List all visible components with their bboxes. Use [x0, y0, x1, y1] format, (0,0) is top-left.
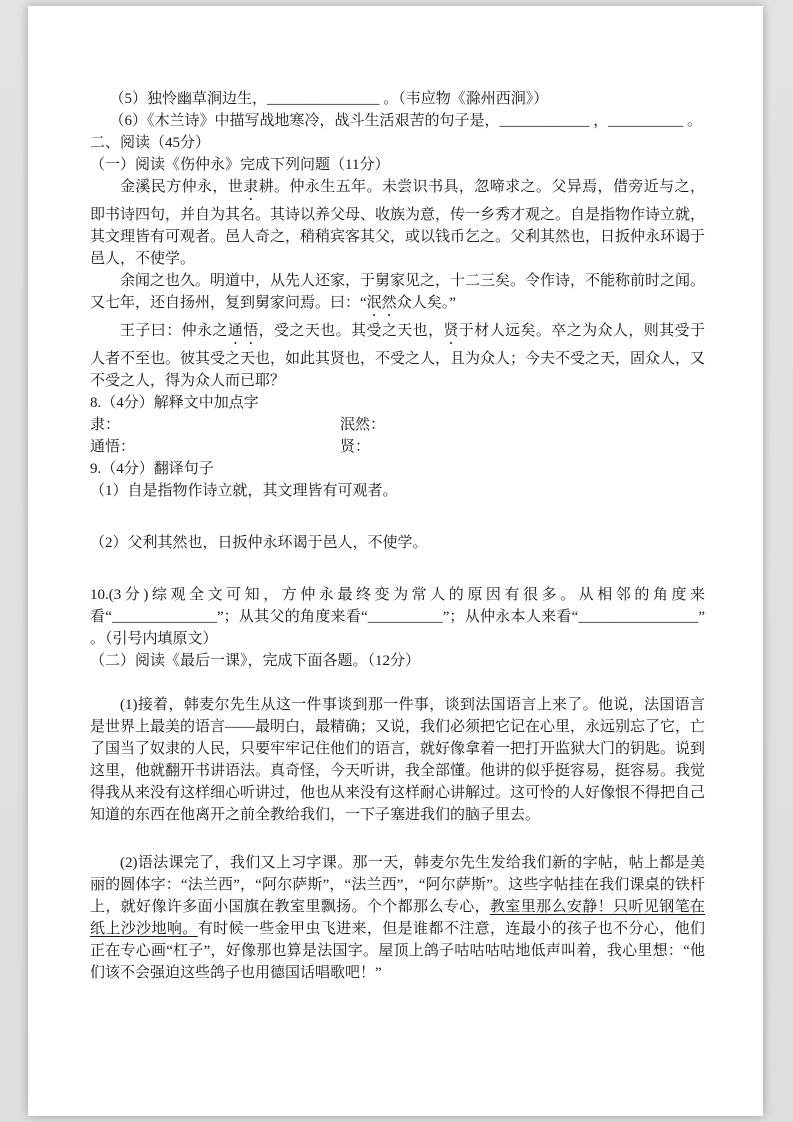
- text-segment: 余闻之也久。明道中，从先人还家，于舅家见之，十二三矣。令作诗，不能称前时之闻。又七年，还自扬州，复到舅家问焉。曰：“: [90, 273, 706, 311]
- text-segment: （1）自是指物作诗立就，其文理皆有可观者。: [90, 483, 398, 499]
- last-lesson-paragraph-1: [90, 694, 705, 826]
- question-9: [90, 458, 705, 480]
- text-segment: 众人矣。”: [396, 295, 456, 311]
- emphasized-text: 通悟: [227, 323, 259, 339]
- exam-paper: [28, 6, 763, 1116]
- blank-space: [90, 672, 705, 694]
- subsection-heading-last-lesson: [90, 650, 705, 672]
- question-8: [90, 392, 705, 414]
- emphasized-text: 隶: [243, 179, 259, 195]
- subsection-heading-shangzhongyong: [90, 154, 705, 176]
- text-segment: 王子曰：仲永之: [120, 323, 228, 339]
- fill-blank-question-5: [90, 88, 705, 110]
- text-segment: ，受之天也。其受之天也，: [258, 323, 444, 339]
- text-segment: 8.（4分）解释文中加点字: [90, 395, 259, 411]
- passage-paragraph-1: [90, 176, 705, 270]
- answer-term-row-1: [90, 414, 705, 436]
- document-content: [28, 6, 763, 984]
- text-segment: 二、阅读（45分）: [90, 135, 211, 151]
- text-segment: 耕。仲永生五年。未尝识书具，忽啼求之。父异焉，借旁近与之，即书诗四句，并自为其名。其诗以养父母、收族为意，传一乡秀才观之。自是指物作诗立就，其文理皆有可观者。邑人奇之，稍稍宾客其父，或以钱币乞之。父利其然也，日扳仲永环谒于邑人，不使学。: [90, 179, 706, 267]
- emphasized-text: 贤: [443, 323, 459, 339]
- answer-term-label: 通悟：: [90, 439, 136, 455]
- blank-space: [90, 826, 705, 852]
- text-segment: （6）《木兰诗》中描写战地寒冷，战斗生活艰苦的句子是，____________ ，__________ 。: [109, 113, 703, 129]
- underlined-text: 教室里那么安静！只听见钢笔在纸上沙沙地响。: [90, 899, 705, 937]
- passage-paragraph-2: [90, 270, 705, 320]
- text-segment: 10.(3分)综观全文可知，方仲永最终变为常人的原因有很多。从相邻的角度来看“______________”；从其父的角度来看“__________”；从仲永本人来看“________________” 。（引号内填原文）: [90, 587, 705, 647]
- text-segment: 9.（4分）翻译句子: [90, 461, 214, 477]
- translation-sentence-2: [90, 532, 705, 554]
- text-segment: （一）阅读《伤仲永》完成下列问题（11分）: [90, 157, 390, 173]
- text-segment: 金溪民方仲永，世: [120, 179, 244, 195]
- blank-space: [90, 502, 705, 532]
- translation-sentence-1: [90, 480, 705, 502]
- text-segment: （二）阅读《最后一课》，完成下面各题。（12分）: [90, 653, 421, 669]
- question-10: [90, 584, 705, 650]
- answer-term-label: 隶：: [90, 417, 121, 433]
- text-segment: （2）父利其然也，日扳仲永环谒于邑人，不使学。: [90, 535, 428, 551]
- answer-term-label: 泯然：: [340, 417, 386, 433]
- text-segment: 有时候一些金甲虫飞进来，但是谁都不注意，连最小的孩子也不分心，他们正在专心画“杠子”，好像那也算是法国字。屋顶上鸽子咕咕咕咕地低声叫着，我心里想：“他们该不会强迫这些鸽子也用德国话唱歌吧！”: [90, 921, 705, 981]
- last-lesson-paragraph-2: [90, 852, 705, 984]
- blank-space: [90, 554, 705, 584]
- answer-term-label: 贤：: [340, 439, 371, 455]
- fill-blank-question-6: [90, 110, 705, 132]
- text-segment: (1)接着，韩麦尔先生从这一件事谈到那一件事，谈到法国语言上来了。他说，法国语言是世界上最美的语言——最明白，最精确；又说，我们必须把它记在心里，永远别忘了它，亡了国当了奴隶的人民，只要牢牢记住他们的语言，就好像拿着一把打开监狱大门的钥匙。说到这里，他就翻开书讲语法。真奇怪，今天听讲，我全部懂。他讲的似乎挺容易，挺容易。我觉得我从来没有这样细心听讲过，他也从来没有这样耐心讲解过。这可怜的人好像恨不得把自己知道的东西在他离开之前全教给我们，一下子塞进我们的脑子里去。: [90, 697, 706, 823]
- text-segment: 于材人远矣。卒之为众人，则其受于人者不至也。彼其受之天也，如此其贤也，不受之人，且为众人；今夫不受之天，固众人，又不受之人，得为众人而已耶？: [90, 323, 706, 389]
- emphasized-text: 泯然: [366, 295, 397, 311]
- text-segment: (2)语法课完了，我们又上习字课。那一天，韩麦尔先生发给我们新的字帖，帖上都是美丽的圆体字：“法兰西”，“阿尔萨斯”，“法兰西”，“阿尔萨斯”。这些字帖挂在我们课桌的铁杆上，就好像许多面小国旗在教室里飘扬。个个都那么专心，: [90, 855, 706, 915]
- passage-paragraph-3: [90, 320, 705, 392]
- answer-term-row-2: [90, 436, 705, 458]
- text-segment: （5）独怜幽草涧边生，_______________ 。（韦应物《滁州西涧》）: [109, 91, 549, 107]
- section-heading-reading: [90, 132, 705, 154]
